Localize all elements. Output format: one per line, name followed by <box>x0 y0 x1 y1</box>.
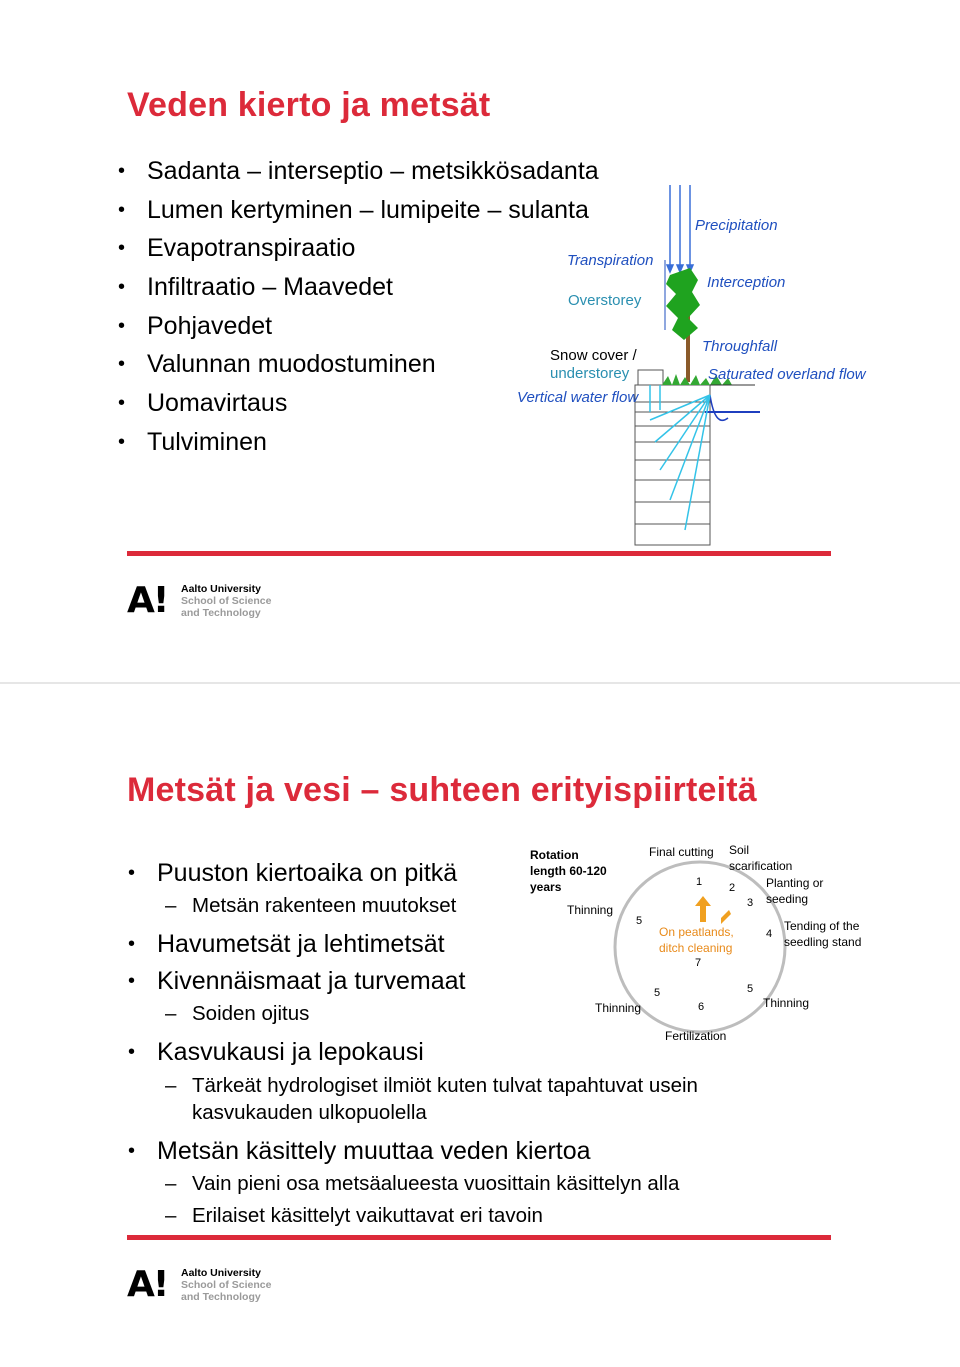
step-number: 3 <box>747 897 754 909</box>
aalto-logo <box>127 580 297 623</box>
logo-line-2: School of Science <box>181 1279 272 1291</box>
aalto-logo-mark: A! <box>127 1264 168 1305</box>
label-snow-cover: Snow cover / <box>550 347 637 364</box>
list-item: • Kasvukausi ja lepokausi <box>157 1035 792 1072</box>
label-interception: Interception <box>707 274 786 291</box>
list-item: – Tärkeät hydrologiset ilmiöt kuten tulvat tapahtuvat usein kasvukauden ulkopuolella <box>192 1072 792 1126</box>
footer-rule <box>127 1235 831 1240</box>
list-item: – Metsän rakenteen muutokset <box>192 893 792 927</box>
water-cycle-diagram <box>510 180 890 550</box>
label-seeding: seeding <box>766 892 809 906</box>
forest-rotation-diagram <box>525 844 880 1049</box>
label-understorey: understorey <box>550 365 630 382</box>
step-number: 6 <box>698 1001 705 1013</box>
label-seedling-stand: seedling stand <box>784 935 862 949</box>
label-precipitation: Precipitation <box>695 217 778 234</box>
list-item: • Metsän käsittely muuttaa veden kiertoa <box>157 1134 792 1171</box>
label-thinning-left: Thinning <box>595 1001 642 1015</box>
slide-1-title: Veden kierto ja metsät <box>127 86 491 124</box>
precipitation-arrows <box>667 185 693 272</box>
list-item: • Kivennäismaat ja turvemaat <box>157 964 792 1001</box>
aalto-logo <box>127 1264 297 1307</box>
rotation-arrows <box>695 896 731 924</box>
list-item: • Evapotranspiraatio <box>147 230 599 269</box>
list-item: • Havumetsät ja lehtimetsät <box>157 927 792 964</box>
label-transpiration: Transpiration <box>567 252 654 269</box>
label-planting: Planting or <box>766 876 824 890</box>
label-soil: Soil <box>729 844 750 857</box>
water-cycle-svg <box>510 180 890 550</box>
aalto-logo-text <box>181 583 271 619</box>
vertical-flow-arrows <box>650 385 710 530</box>
logo-line-3: and Technology <box>181 607 261 619</box>
step-number: 2 <box>729 882 736 894</box>
list-item: • Valunnan muodostuminen <box>147 346 599 385</box>
label-final-cutting: Final cutting <box>649 845 714 859</box>
step-number: 5 <box>654 987 661 999</box>
label-vertical-water-flow: Vertical water flow <box>517 389 639 406</box>
stream-channel <box>710 395 728 420</box>
aalto-logo-text <box>181 1267 271 1303</box>
label-ditch-cleaning: ditch cleaning <box>659 941 733 955</box>
logo-line-3: and Technology <box>181 1291 261 1303</box>
list-item: • Puuston kiertoaika on pitkä <box>157 856 792 893</box>
list-item: • Infiltraatio – Maavedet <box>147 269 599 308</box>
step-number: 1 <box>696 876 703 888</box>
label-fertilization: Fertilization <box>665 1029 727 1043</box>
label-overstorey: Overstorey <box>568 292 642 309</box>
label-rotation-length: length 60-120 <box>530 864 607 878</box>
label-thinning-right: Thinning <box>763 996 810 1010</box>
label-throughfall: Throughfall <box>702 338 778 355</box>
list-item: • Lumen kertyminen – lumipeite – sulanta <box>147 192 599 231</box>
step-number: 5 <box>747 983 754 995</box>
slide-2-title: Metsät ja vesi – suhteen erityispiirteitä <box>127 771 757 809</box>
slide-1 <box>0 0 960 683</box>
label-rotation-years: years <box>530 880 562 894</box>
list-item: • Pohjavedet <box>147 308 599 347</box>
aalto-logo-mark: A! <box>127 580 168 621</box>
step-number: 7 <box>695 957 702 969</box>
label-rotation: Rotation <box>530 848 579 862</box>
label-saturated-overland-flow: Saturated overland flow <box>708 366 866 383</box>
label-peatlands: On peatlands, <box>659 925 734 939</box>
tree-canopy <box>666 268 700 340</box>
label-thinning-top: Thinning <box>567 903 614 917</box>
list-item: – Vain pieni osa metsäalueesta vuosittain käsittelyn alla <box>192 1171 792 1203</box>
list-item: • Tulviminen <box>147 424 599 463</box>
list-item: – Erilaiset käsittelyt vaikuttavat eri tavoin <box>192 1203 792 1229</box>
step-number: 4 <box>766 928 773 940</box>
logo-line-2: School of Science <box>181 595 272 607</box>
forest-rotation-svg <box>525 844 880 1049</box>
label-tending: Tending of the <box>784 919 860 933</box>
list-item: • Sadanta – interseptio – metsikkösadanta <box>147 153 599 192</box>
list-item: • Uomavirtaus <box>147 385 599 424</box>
footer-rule <box>127 551 831 556</box>
slide-2 <box>0 684 960 1367</box>
step-number: 5 <box>636 915 643 927</box>
logo-line-1: Aalto University <box>181 1267 261 1279</box>
list-item: – Soiden ojitus <box>192 1001 792 1035</box>
logo-line-1: Aalto University <box>181 583 261 595</box>
label-soil-scarification: scarification <box>729 859 793 873</box>
